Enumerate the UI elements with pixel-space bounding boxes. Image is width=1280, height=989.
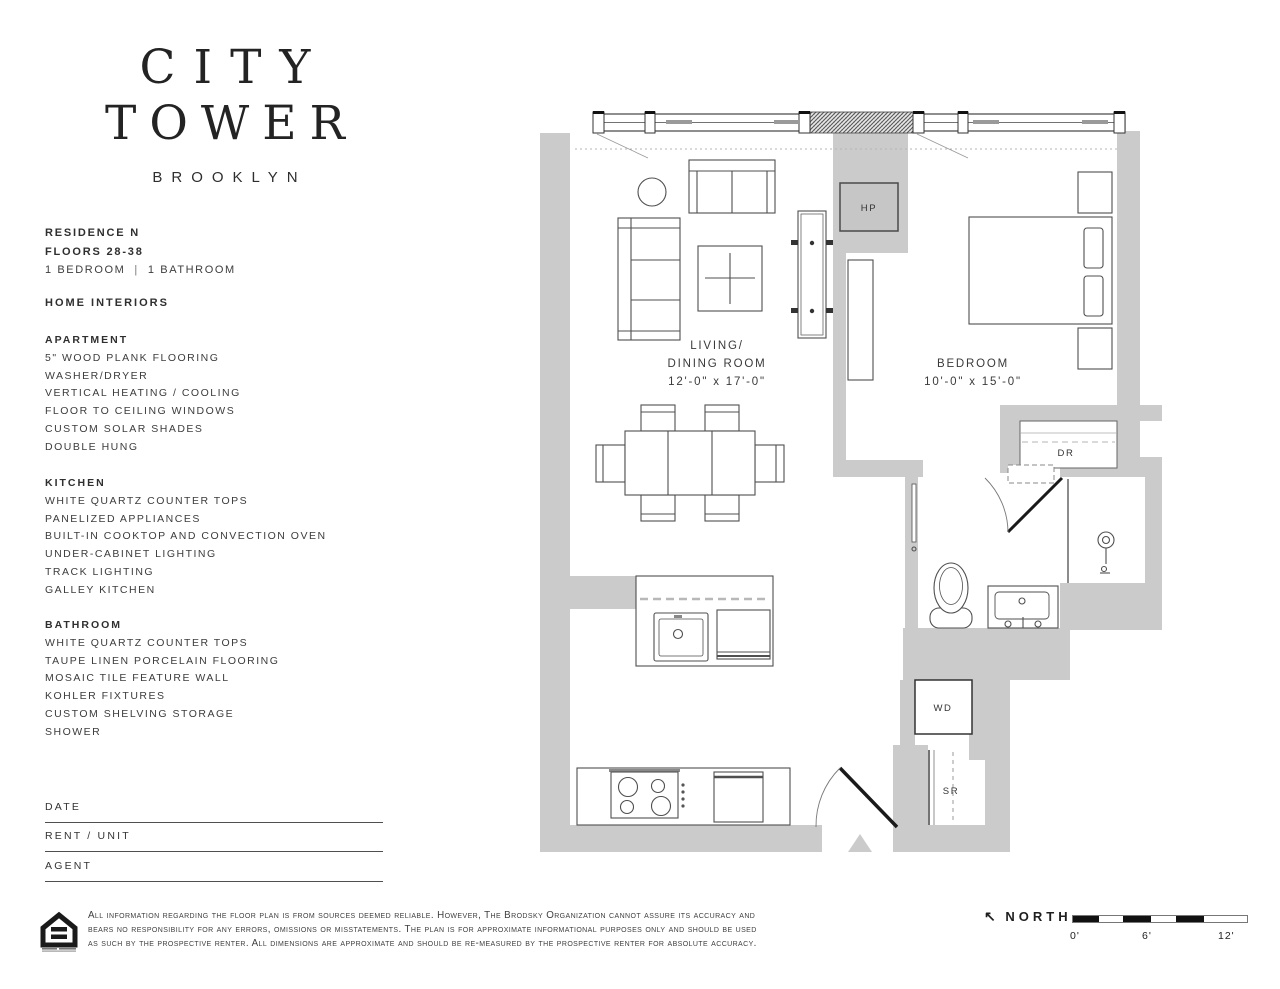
wd-label: WD: [933, 703, 953, 714]
bifold-door: [1008, 465, 1054, 483]
feature-item: GALLEY KITCHEN: [45, 583, 156, 596]
scale-label-6: 6': [1142, 930, 1152, 942]
dishwasher: [717, 610, 770, 659]
disclaimer-line: bears no responsibility for any errors, omissions or misstatements. The plan is for approximate informational purposes only and should be used: [88, 924, 757, 936]
dr-label: DR: [1057, 448, 1075, 459]
north-label: NORTH: [1005, 909, 1072, 924]
kitchen-fixtures: [577, 576, 790, 825]
dining-room-label: DINING ROOM: [667, 358, 767, 370]
feature-item: 5" WOOD PLANK FLOORING: [45, 351, 220, 364]
residence-floors: FLOORS 28-38: [45, 245, 144, 258]
feature-item: WHITE QUARTZ COUNTER TOPS: [45, 636, 249, 649]
cooktop: [609, 769, 685, 818]
closet-chase: [848, 260, 873, 380]
feature-item: TAUPE LINEN PORCELAIN FLOORING: [45, 654, 280, 667]
residence-name: RESIDENCE N: [45, 227, 140, 239]
dining-set: [596, 405, 784, 521]
separator: |: [134, 264, 139, 277]
brand-logo: [45, 40, 405, 186]
scale-bar-graphic: [1072, 915, 1248, 923]
structural-column-hatch: [810, 112, 915, 133]
bedroom-count: 1 BEDROOM: [45, 264, 126, 277]
feature-item: CUSTOM SHELVING STORAGE: [45, 707, 235, 720]
feature-item: DOUBLE HUNG: [45, 440, 139, 453]
loveseat: [689, 160, 775, 213]
feature-item: MOSAIC TILE FEATURE WALL: [45, 672, 230, 685]
section-title: BATHROOM: [45, 619, 123, 631]
feature-item: BUILT-IN COOKTOP AND CONVECTION OVEN: [45, 530, 327, 543]
section-title: APARTMENT: [45, 334, 129, 346]
logo-tower: TOWER: [105, 96, 358, 151]
feature-item: SHOWER: [45, 725, 102, 738]
vanity-sink: [988, 586, 1058, 628]
bedroom-label: BEDROOM: [936, 358, 1010, 370]
sofa: [618, 218, 680, 340]
round-side-table: [638, 178, 666, 206]
feature-item: VERTICAL HEATING / COOLING: [45, 387, 241, 400]
dr-closet: [1020, 421, 1117, 468]
coffee-table: [698, 246, 762, 311]
feature-item: PANELIZED APPLIANCES: [45, 512, 201, 525]
signature-line-date: DATE: [45, 801, 383, 823]
north-indicator: [984, 908, 1072, 925]
disclaimer-line: All information regarding the floor plan is from sources deemed reliable. However, The Brodsky Organization cannot assure its accuracy and: [88, 910, 756, 921]
bathroom-door: [985, 478, 1062, 532]
floor-plan: [535, 105, 1170, 875]
feature-item: FLOOR TO CEILING WINDOWS: [45, 405, 236, 417]
window-vent-line: [597, 134, 648, 158]
kitchen-sink: [654, 613, 708, 661]
entry-marker: [848, 834, 872, 852]
logo-city: CITY: [139, 40, 329, 95]
feature-item: KOHLER FIXTURES: [45, 690, 166, 702]
entry-door: [816, 768, 897, 852]
signature-line-rent-unit: RENT / UNIT: [45, 830, 383, 852]
dining-table: [625, 431, 755, 495]
nightstand: [1078, 328, 1112, 369]
bed-bath-line: [45, 261, 236, 280]
home-interiors-title: HOME INTERIORS: [45, 297, 169, 309]
section-title: KITCHEN: [45, 477, 106, 489]
feature-item: UNDER-CABINET LIGHTING: [45, 548, 217, 560]
north-arrow-icon: ↖: [984, 908, 998, 924]
nightstand: [1078, 172, 1112, 213]
feature-list: [45, 635, 405, 742]
oven: [714, 772, 763, 822]
disclaimer-line: as such by the prospective renter. All dimensions are approximate and should be re-measured by the prospective renter for absolute accuracy.: [88, 938, 757, 950]
feature-list: [45, 493, 405, 600]
feature-item: CUSTOM SOLAR SHADES: [45, 422, 204, 435]
sr-label: SR: [942, 786, 960, 797]
feature-item: WASHER/DRYER: [45, 369, 149, 382]
disclaimer-text: [88, 909, 960, 952]
equal-housing-logo-icon: [36, 906, 82, 954]
bedroom-furniture: [969, 172, 1112, 369]
feature-list: [45, 350, 405, 457]
scale-bar: [1072, 915, 1248, 944]
section-bathroom: [45, 617, 405, 741]
signature-line-agent: AGENT: [45, 860, 383, 882]
media-console: [791, 211, 833, 338]
section-apartment: [45, 332, 405, 456]
toilet: [930, 563, 972, 628]
residence-info: [45, 224, 236, 280]
shower: [1068, 479, 1114, 583]
window-vent-line: [917, 134, 968, 158]
logo-brooklyn: BROOKLYN: [152, 169, 307, 186]
hp-label: HP: [860, 203, 878, 214]
pillow: [1084, 276, 1103, 316]
pillow: [1084, 228, 1103, 268]
scale-label-0: 0': [1070, 930, 1080, 942]
feature-item: WHITE QUARTZ COUNTER TOPS: [45, 494, 249, 507]
section-kitchen: [45, 475, 405, 599]
bedroom-dims-label: 10'-0" x 15'-0": [924, 376, 1022, 388]
towel-bar: [912, 484, 916, 551]
living-room-label: LIVING/: [690, 340, 744, 352]
scale-label-12: 12': [1218, 930, 1235, 942]
bathroom-count: 1 BATHROOM: [147, 264, 236, 277]
feature-item: TRACK LIGHTING: [45, 565, 155, 578]
living-dims-label: 12'-0" x 17'-0": [668, 376, 766, 388]
